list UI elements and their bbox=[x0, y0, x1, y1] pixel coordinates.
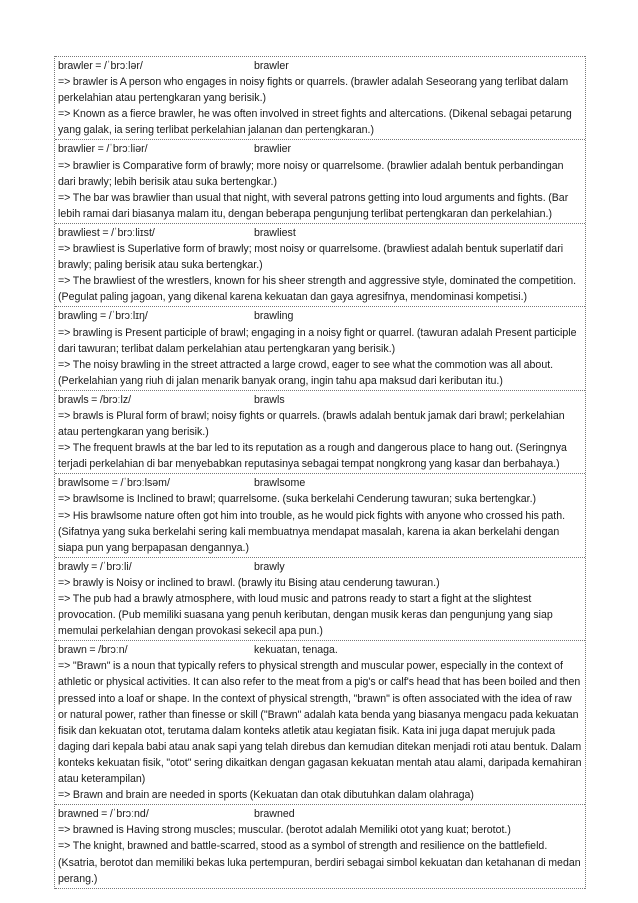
entry-example: => The noisy brawling in the street attracted a large crowd, eager to see what the commotion was all about. (Perkelahian yang riuh di jalan menarik banyak orang, ingin tahu apa maksud dari keributan itu.) bbox=[58, 358, 554, 387]
entry-translation: brawler bbox=[254, 60, 289, 72]
dictionary-table bbox=[54, 56, 586, 889]
entry-translation: brawliest bbox=[254, 226, 296, 239]
entry-headword: brawlier = /ˈbrɔːliər/ bbox=[58, 143, 148, 156]
entry-translation: brawned bbox=[254, 808, 295, 821]
entry-definition: => brawned is Having strong muscles; muscular. (berotot adalah Memiliki otot yang kuat; berotot.) bbox=[58, 824, 511, 837]
dictionary-entry bbox=[55, 390, 585, 473]
dictionary-entry bbox=[55, 557, 585, 640]
dictionary-entry bbox=[55, 640, 585, 804]
entry-definition: => brawlsome is Inclined to brawl; quarrelsome. (suka berkelahi Cenderung tawuran; suka bertengkar.) bbox=[58, 493, 537, 506]
entry-translation: brawly bbox=[254, 560, 285, 573]
entry-headword: brawliest = /ˈbrɔːliɪst/ bbox=[58, 226, 155, 239]
entry-translation: brawls bbox=[254, 393, 285, 406]
dictionary-entry bbox=[55, 139, 585, 222]
entry-example: => His brawlsome nature often got him into trouble, as he would pick fights with anyone who crossed his path. (Sifatnya yang suka berkelahi sering kali membuatnya mendapat masalah, karena ia akan berkelahi dengan siapa pun yang berpapasan dengannya.) bbox=[58, 509, 566, 554]
entry-translation: brawling bbox=[254, 310, 294, 323]
dictionary-entry bbox=[55, 56, 585, 139]
entry-definition: => brawly is Noisy or inclined to brawl. (brawly itu Bising atau cenderung tawuran.) bbox=[58, 576, 440, 589]
entry-example: => The knight, brawned and battle-scarred, stood as a symbol of strength and resilience on the battlefield. (Ksatria, berotot dan memiliki bekas luka pertempuran, berdiri sebagai simbol kekuatan dan ketahanan di medan perang.) bbox=[58, 840, 581, 885]
entry-translation: brawlsome bbox=[254, 477, 306, 490]
entry-headline bbox=[58, 141, 583, 157]
entry-definition: => "Brawn" is a noun that typically refers to physical strength and muscular power, especially in the context of athletic or physical activities. It can also refer to the meat from a pig's or calf's head that has been boiled and then pressed into a loaf or shape. In the context of physical strength, "brawn" is often associated with the idea of raw or natural power, rather than finesse or skill ("Brawn" adalah kata benda yang biasanya mengacu pada kekuatan fisik dan kekuatan otot, terutama dalam konteks atletik atau kegiatan fisik. Kata ini juga dapat merujuk pada daging dari kepala babi atau anak sapi yang telah direbus dan kemudian ditekan menjadi roti atau bentuk. Dalam konteks kekuatan fisik, "otot" sering dikaitkan dengan gagasan kekuatan mentah atau alami, daripada kemahiran atau keterampilan) bbox=[58, 660, 582, 786]
entry-headline bbox=[58, 58, 583, 74]
entry-headline bbox=[58, 392, 583, 408]
entry-translation: brawlier bbox=[254, 143, 292, 156]
entry-example: => The frequent brawls at the bar led to its reputation as a rough and dangerous place to hang out. (Seringnya terjadi perkelahian di bar menyebabkan reputasinya sebagai tempat nongkrong yang kasar dan berbahaya.) bbox=[58, 442, 567, 471]
dictionary-entry bbox=[55, 223, 585, 306]
entry-headword: brawn = /brɔːn/ bbox=[58, 644, 128, 657]
entry-headword: brawls = /brɔːlz/ bbox=[58, 393, 132, 406]
entry-definition: => brawler is A person who engages in noisy fights or quarrels. (brawler adalah Seseorang yang terlibat dalam perkelahian atau pertengkaran yang berisik.) bbox=[58, 76, 569, 105]
entry-headline bbox=[58, 308, 583, 324]
dictionary-entry bbox=[55, 804, 585, 888]
entry-example: => Brawn and brain are needed in sports (Kekuatan dan otak dibutuhkan dalam olahraga) bbox=[58, 789, 474, 802]
dictionary-entry bbox=[55, 306, 585, 389]
entry-definition: => brawls is Plural form of brawl; noisy fights or quarrels. (brawls adalah bentuk jamak dari brawl; perkelahian atau pertengkaran yang berisik.) bbox=[58, 409, 565, 439]
entry-example: => The bar was brawlier than usual that night, with several patrons getting into loud arguments and fights. (Bar lebih ramai dari biasanya malam itu, dengan beberapa pengunjung terlibat pertengkaran dan perkelahian.) bbox=[58, 191, 569, 220]
entry-headword: brawling = /ˈbrɔːlɪŋ/ bbox=[58, 310, 148, 323]
entry-example: => The pub had a brawly atmosphere, with loud music and patrons ready to start a fight at the slightest provocation. (Pub memiliki suasana yang penuh keributan, dengan musik keras dan pengunjung yang siap memulai perkelahian dengan provokasi sekecil apa pun.) bbox=[58, 593, 553, 638]
entry-headword: brawly = /ˈbrɔːli/ bbox=[58, 560, 132, 573]
entry-headline bbox=[58, 806, 583, 822]
entry-definition: => brawliest is Superlative form of brawly; most noisy or quarrelsome. (brawliest adalah bentuk superlatif dari brawly; paling berisik atau suka bertengkar.) bbox=[58, 243, 564, 272]
entry-headline bbox=[58, 225, 583, 241]
entry-example: => Known as a fierce brawler, he was often involved in street fights and altercations. (Dikenal sebagai petarung yang galak, ia sering terlibat perkelahian jalanan dan pertengkaran.) bbox=[58, 108, 572, 137]
entry-example: => The brawliest of the wrestlers, known for his sheer strength and aggressive style, dominated the competition. (Pegulat paling jagoan, yang dikenal karena kekuatan dan gaya agresifnya, mendominasi kompetisi.) bbox=[58, 275, 577, 304]
entry-headline bbox=[58, 559, 583, 575]
entry-headline bbox=[58, 642, 583, 658]
entry-headword: brawlsome = /ˈbrɔːlsəm/ bbox=[58, 477, 170, 490]
entry-definition: => brawling is Present participle of brawl; engaging in a noisy fight or quarrel. (tawuran adalah Present participle dari tawuran; terlibat dalam perkelahian atau pertengkaran yang berisik.) bbox=[58, 326, 577, 355]
entry-translation: kekuatan, tenaga. bbox=[254, 644, 338, 657]
entry-headword: brawler = /ˈbrɔːlər/ bbox=[58, 60, 143, 72]
entry-headword: brawned = /ˈbrɔːnd/ bbox=[58, 808, 149, 821]
entry-headline bbox=[58, 475, 583, 491]
dictionary-entry bbox=[55, 473, 585, 556]
entry-definition: => brawlier is Comparative form of brawly; more noisy or quarrelsome. (brawlier adalah bentuk perbandingan dari brawly; lebih berisik atau suka bertengkar.) bbox=[58, 159, 564, 188]
